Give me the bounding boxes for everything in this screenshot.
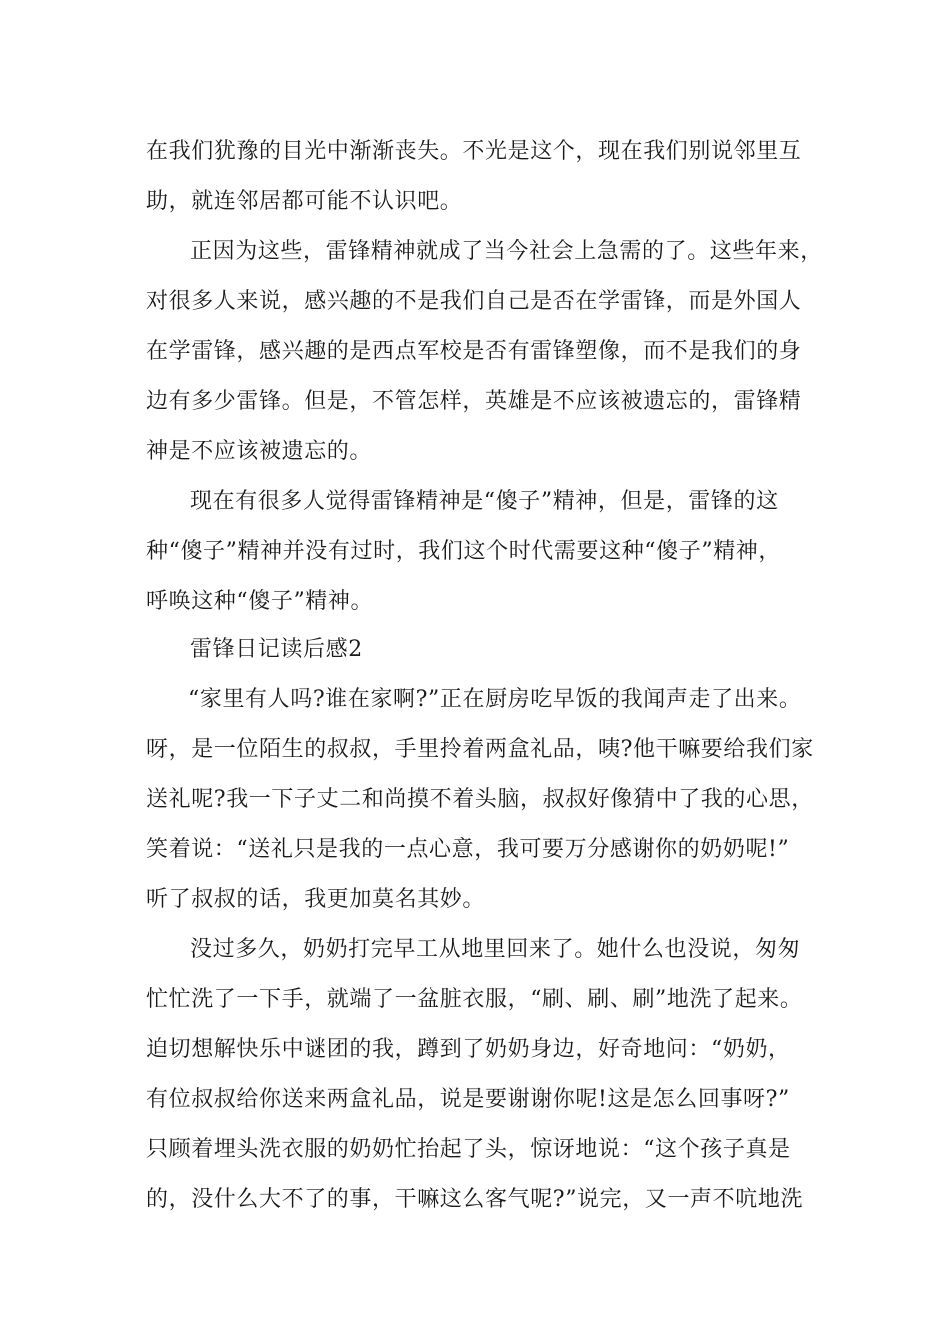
text-line: 迫切想解快乐中谜团的我，蹲到了奶奶身边，好奇地问：“奶奶， [146, 1037, 791, 1062]
text-line: 呼唤这种“傻子”精神。 [146, 589, 374, 614]
text-line: 对很多人来说，感兴趣的不是我们自己是否在学雷锋，而是外国人 [146, 289, 802, 314]
text-line: 在我们犹豫的目光中渐渐丧失。不光是这个，现在我们别说邻里互 [146, 139, 802, 164]
text-line: 在学雷锋，感兴趣的是西点军校是否有雷锋塑像，而不是我们的身 [146, 339, 802, 364]
paragraph-start-line: “家里有人吗?谁在家啊?”正在厨房吃早饭的我闻声走了出来。 [188, 687, 802, 712]
text-line: 有位叔叔给你送来两盒礼品，说是要谢谢你呢!这是怎么回事呀?” [146, 1087, 790, 1112]
text-line: 边有多少雷锋。但是，不管怎样，英雄是不应该被遗忘的，雷锋精 [146, 389, 802, 414]
text-line: 忙忙洗了一下手，就端了一盆脏衣服，“刷、刷、刷”地洗了起来。 [146, 987, 803, 1012]
paragraph-start-line: 现在有很多人觉得雷锋精神是“傻子”精神，但是，雷锋的这 [190, 489, 779, 514]
text-line: 听了叔叔的话，我更加莫名其妙。 [146, 887, 486, 912]
text-line: 助，就连邻居都可能不认识吧。 [146, 189, 463, 214]
text-line: 只顾着埋头洗衣服的奶奶忙抬起了头，惊讶地说：“这个孩子真是 [146, 1137, 791, 1162]
text-line: 神是不应该被遗忘的。 [146, 439, 373, 464]
paragraph-start-line: 没过多久，奶奶打完早工从地里回来了。她什么也没说，匆匆 [190, 937, 801, 962]
text-line: 的，没什么大不了的事，干嘛这么客气呢?”说完，又一声不吭地洗 [146, 1187, 804, 1212]
text-line: 种“傻子”精神并没有过时，我们这个时代需要这种“傻子”精神， [146, 539, 781, 564]
text-line: 呀，是一位陌生的叔叔，手里拎着两盒礼品，咦?他干嘛要给我们家 [146, 737, 814, 762]
text-line: 笑着说：“送礼只是我的一点心意，我可要万分感谢你的奶奶呢!” [146, 837, 790, 862]
text-line: 送礼呢?我一下子丈二和尚摸不着头脑，叔叔好像猜中了我的心思， [146, 787, 814, 812]
paragraph-start-line: 正因为这些，雷锋精神就成了当今社会上急需的了。这些年来， [190, 239, 823, 264]
section-heading: 雷锋日记读后感2 [190, 637, 363, 662]
